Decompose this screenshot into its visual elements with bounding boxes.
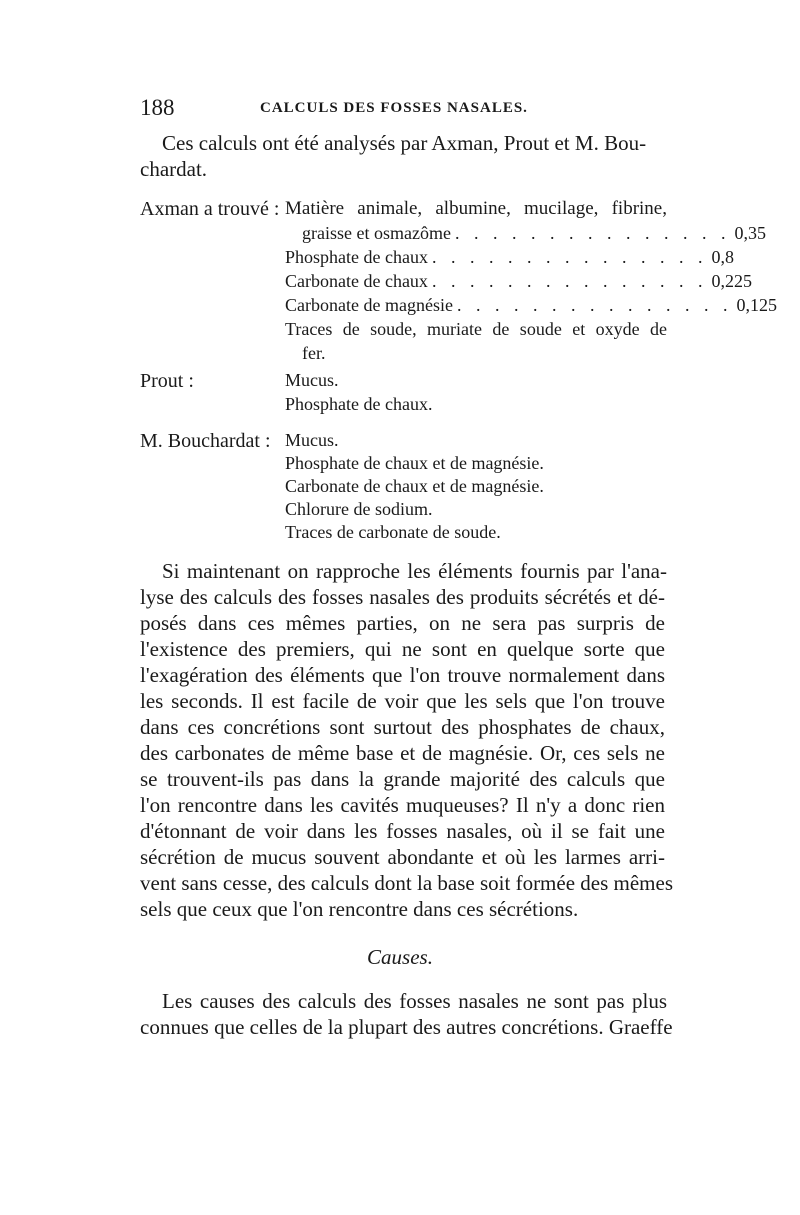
component-name: graisse et osmazôme (302, 223, 451, 243)
bouchardat-item: Traces de carbonate de soude. (285, 522, 501, 542)
paragraph-line: l'on rencontre dans les cavités muqueuses? Il n'y a donc rien (140, 793, 665, 817)
page-header (140, 95, 660, 125)
page-number: 188 (140, 95, 175, 120)
prout-item: Phosphate de chaux. (285, 394, 433, 414)
paragraph-line: posés dans ces mêmes parties, on ne sera pas surpris de (140, 611, 665, 635)
bouchardat-item: Mucus. (285, 430, 339, 450)
component-value: 0,35 (734, 223, 766, 243)
paragraph-line: des carbonates de même base et de magnésie. Or, ces sels ne (140, 741, 665, 765)
paragraph-line: les seconds. Il est facile de voir que les sels que l'on trouve (140, 689, 665, 713)
intro-line-2: chardat. (140, 157, 208, 181)
paragraph-line: Si maintenant on rapproche les éléments fournis par l'ana- (162, 559, 667, 583)
axman-label: Axman a trouvé : (140, 198, 280, 220)
bouchardat-label: M. Bouchardat : (140, 430, 271, 452)
component-name: Carbonate de chaux (285, 271, 428, 291)
bouchardat-item: Chlorure de sodium. (285, 499, 433, 519)
paragraph-line: vent sans cesse, des calculs dont la base soit formée des mêmes (140, 871, 674, 895)
axman-component-row (302, 223, 766, 244)
axman-first-line: Matière animale, albumine, mucilage, fibrine, (285, 198, 667, 219)
intro-line-1: Ces calculs ont été analysés par Axman, Prout et M. Bou- (162, 131, 647, 155)
paragraph-line: l'existence des premiers, qui ne sont en quelque sorte que (140, 637, 665, 661)
causes-line: Les causes des calculs des fosses nasales ne sont pas plus (162, 989, 667, 1013)
paragraph-line: l'exagération des éléments que l'on trouve normalement dans (140, 663, 665, 687)
paragraph-line: sels que ceux que l'on rencontre dans ces sécrétions. (140, 897, 579, 921)
paragraph-line: sécrétion de mucus souvent abondante et où les larmes arri- (140, 845, 665, 869)
bouchardat-item: Carbonate de chaux et de magnésie. (285, 476, 544, 496)
axman-component-row (285, 271, 752, 292)
component-value: 0,225 (711, 271, 752, 291)
prout-item: Mucus. (285, 370, 339, 390)
paragraph-line: dans ces concrétions sont surtout des phosphates de chaux, (140, 715, 665, 739)
component-name: Phosphate de chaux (285, 247, 428, 267)
component-name: Carbonate de magnésie (285, 295, 453, 315)
running-title: CALCULS DES FOSSES NASALES. (260, 100, 528, 116)
leader-dots: . . . . . . . . . . . . . . . (456, 295, 733, 315)
paragraph-line: se trouvent-ils pas dans la grande majorité des calculs que (140, 767, 665, 791)
axman-traces-line-1: Traces de soude, muriate de soude et oxyde de (285, 319, 667, 339)
axman-component-row (285, 247, 734, 268)
main-paragraph (140, 558, 674, 928)
component-value: 0,8 (711, 247, 734, 267)
prout-label: Prout : (140, 370, 194, 392)
component-value: 0,125 (736, 295, 777, 315)
paragraph-line: d'étonnant de voir dans les fosses nasales, où il se fait une (140, 819, 665, 843)
paragraph-line: lyse des calculs des fosses nasales des produits sécrétés et dé- (140, 585, 665, 609)
causes-paragraph (140, 988, 673, 1048)
bouchardat-item: Phosphate de chaux et de magnésie. (285, 453, 544, 473)
leader-dots: . . . . . . . . . . . . . . . (431, 271, 708, 291)
leader-dots: . . . . . . . . . . . . . . . (431, 247, 708, 267)
axman-component-row (285, 295, 777, 316)
leader-dots: . . . . . . . . . . . . . . . (454, 223, 731, 243)
section-title-causes: Causes. (367, 945, 433, 969)
axman-traces-line-2: fer. (302, 343, 326, 363)
causes-line: connues que celles de la plupart des autres concrétions. Graeffe (140, 1015, 673, 1039)
